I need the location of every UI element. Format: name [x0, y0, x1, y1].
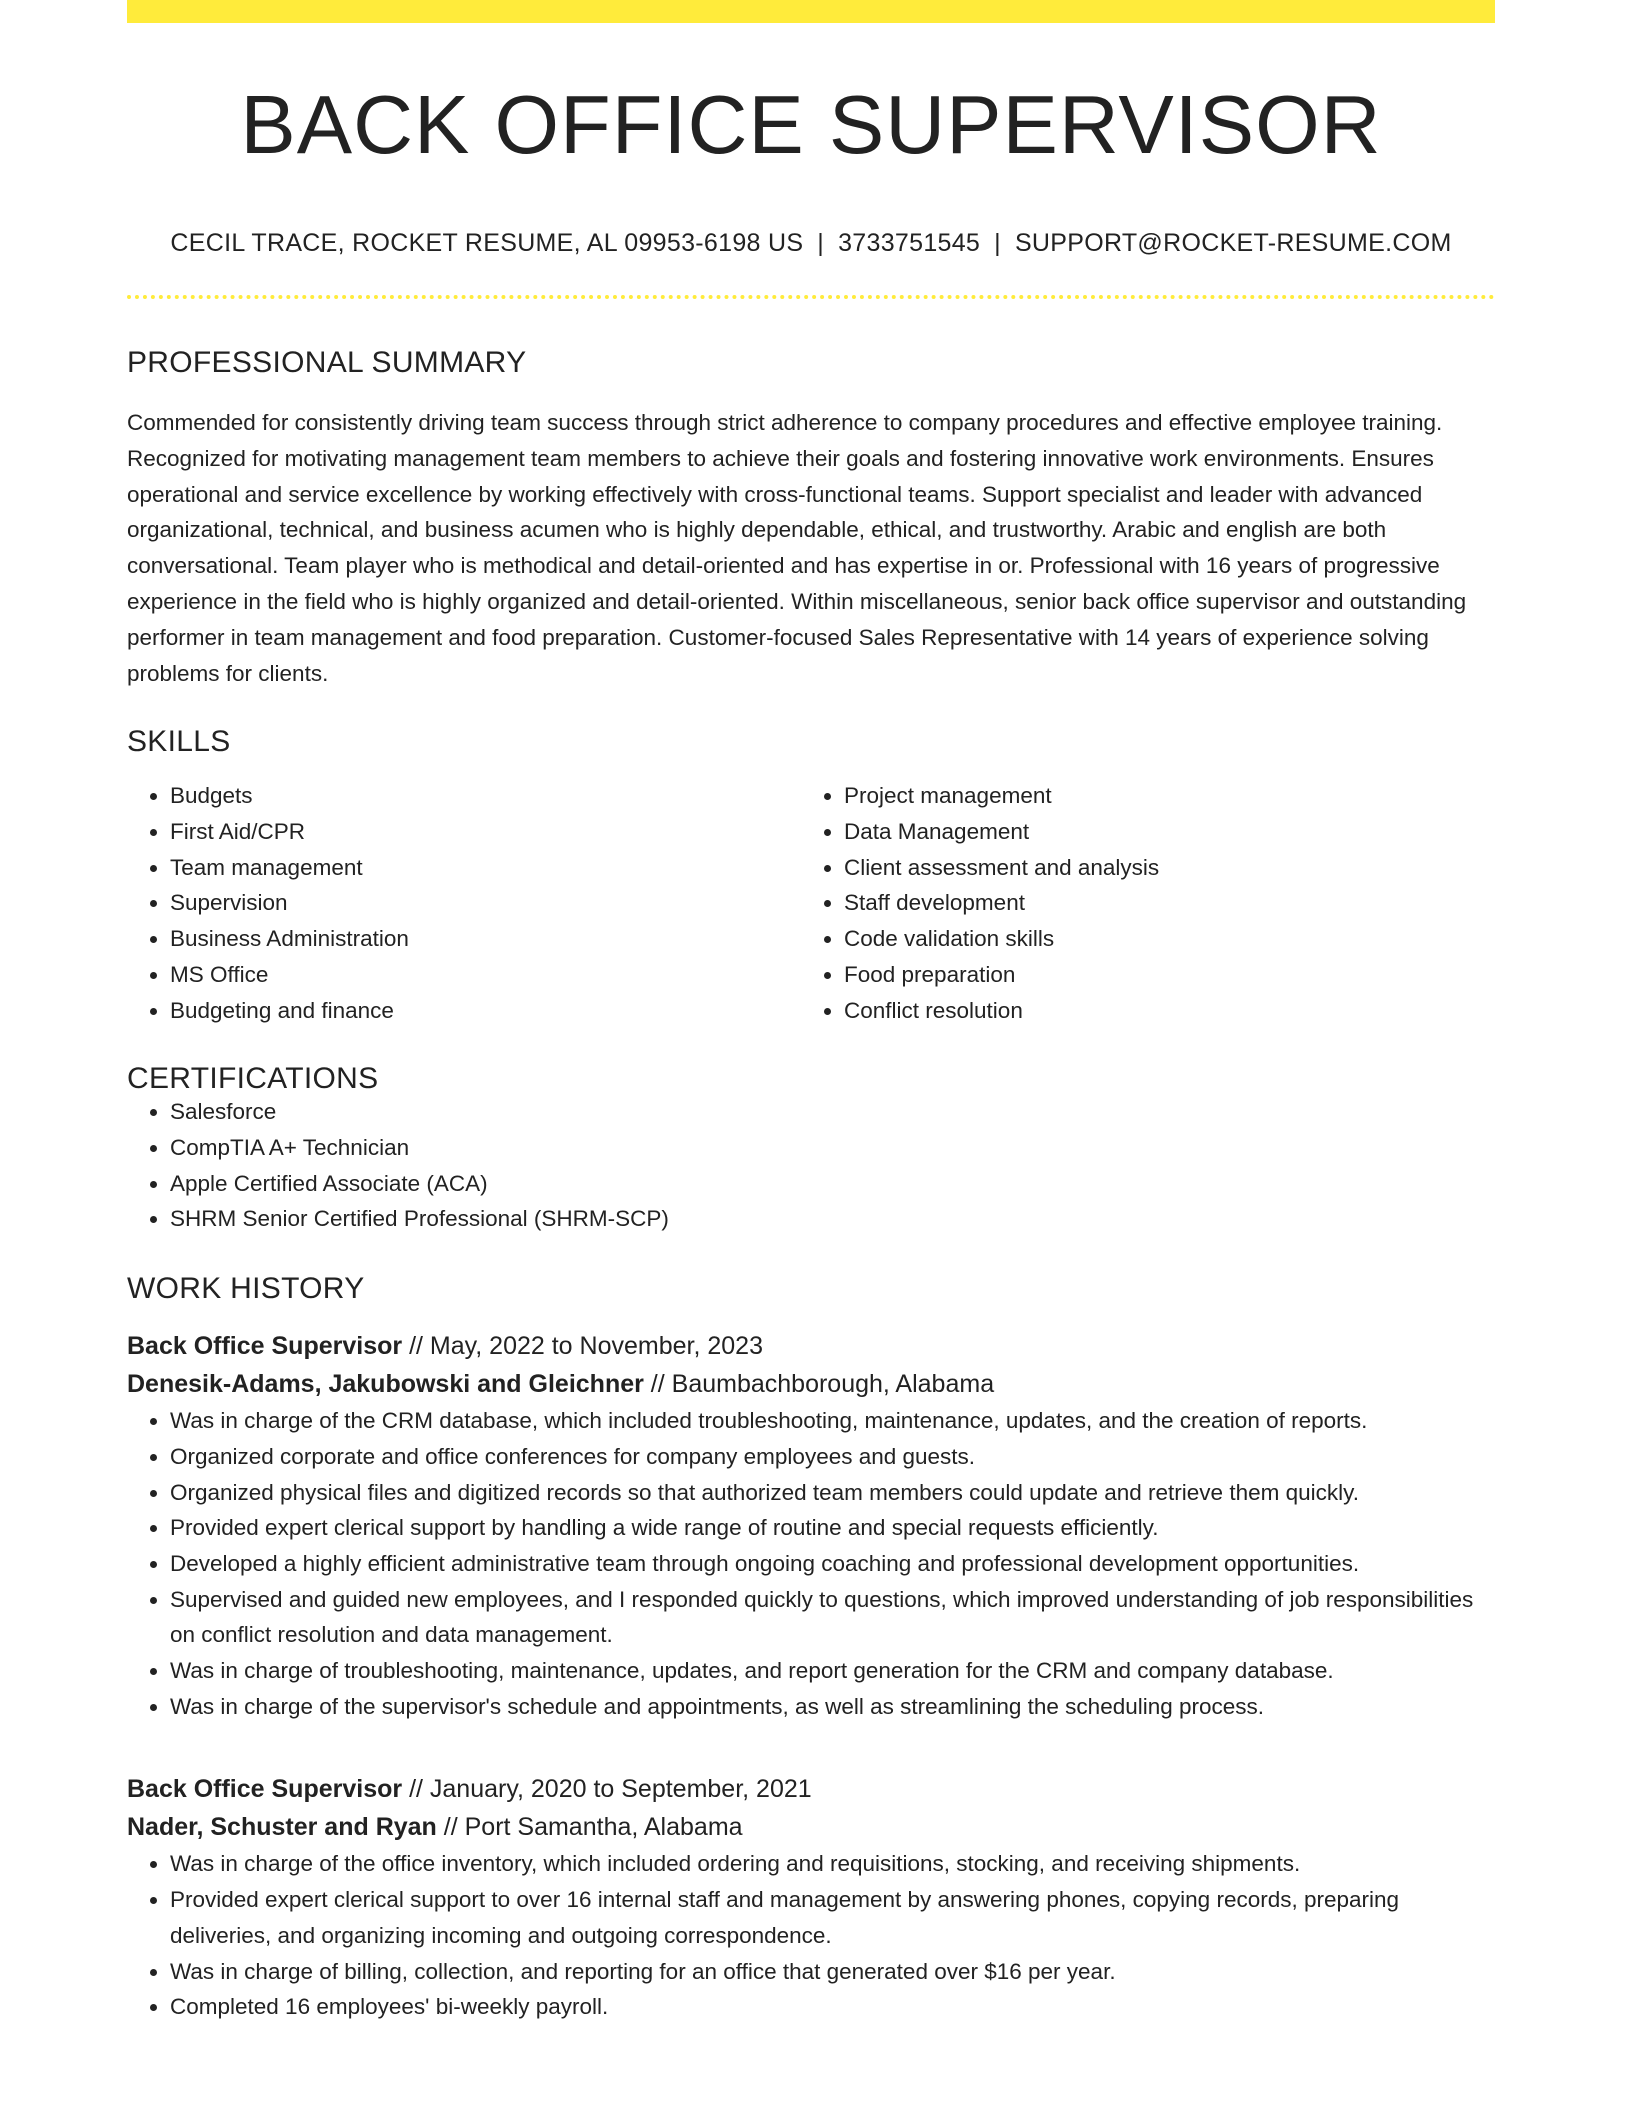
skills-column-left: [127, 778, 801, 1028]
skill-item: • Budgeting and finance: [170, 993, 801, 1029]
job-duty: • Developed a highly efficient administrative team through ongoing coaching and professional development opportunities.: [170, 1546, 1495, 1582]
job-role: Back Office Supervisor: [127, 1775, 403, 1804]
job-duty: • Completed 16 employees' bi-weekly payroll.: [170, 1989, 1495, 2025]
job-duty: • Provided expert clerical support to over 16 internal staff and management by answering phones, copying records, preparing deliveries, and organizing incoming and outgoing correspondence.: [170, 1882, 1495, 1953]
contact-email: SUPPORT@ROCKET-RESUME.COM: [1014, 229, 1452, 257]
skill-item: • Project management: [844, 778, 1475, 814]
job-role: Back Office Supervisor: [127, 1332, 403, 1361]
job-location: // Port Samantha, Alabama: [436, 1812, 743, 1841]
resume-title: BACK OFFICE SUPERVISOR: [240, 78, 1382, 171]
skill-item: • Staff development: [844, 885, 1475, 921]
certifications-heading: CERTIFICATIONS: [127, 1062, 379, 1096]
job-duty: • Supervised and guided new employees, and I responded quickly to questions, which improved understanding of job responsibilities on conflict resolution and data management.: [170, 1582, 1495, 1653]
job-dates: // May, 2022 to November, 2023: [402, 1332, 763, 1361]
contact-line: [127, 231, 1495, 256]
summary-heading: PROFESSIONAL SUMMARY: [127, 346, 527, 379]
job-dates: // January, 2020 to September, 2021: [402, 1775, 812, 1804]
certification-item: • Apple Certified Associate (ACA): [170, 1166, 1495, 1202]
job-company-line: [127, 1809, 1495, 1847]
skill-item: • Data Management: [844, 814, 1475, 850]
work-history-heading: WORK HISTORY: [127, 1272, 365, 1306]
skill-item: • Client assessment and analysis: [844, 850, 1475, 886]
contact-address: CECIL TRACE, ROCKET RESUME, AL 09953-6198 US: [170, 229, 804, 257]
certification-item: • SHRM Senior Certified Professional (SHRM-SCP): [170, 1201, 1495, 1237]
job-duty: • Was in charge of troubleshooting, maintenance, updates, and report generation for the CRM and company database.: [170, 1653, 1495, 1689]
certifications-list: [127, 1094, 1495, 1237]
skills-heading: SKILLS: [127, 725, 231, 759]
job-duties-list: [127, 1846, 1495, 2025]
job-role-line: [127, 1328, 1495, 1366]
skill-item: • First Aid/CPR: [170, 814, 801, 850]
certification-item: • Salesforce: [170, 1094, 1495, 1130]
job-duty: • Provided expert clerical support by handling a wide range of routine and special requests efficiently.: [170, 1510, 1495, 1546]
skill-item: • Food preparation: [844, 957, 1475, 993]
contact-phone: 3733751545: [838, 229, 981, 257]
job-location: // Baumbachborough, Alabama: [643, 1369, 995, 1398]
job-company: Denesik-Adams, Jakubowski and Gleichner: [127, 1369, 644, 1398]
resume-page: [127, 0, 1495, 2025]
skill-item: • Business Administration: [170, 921, 801, 957]
job-company-line: [127, 1366, 1495, 1404]
skills-list-left: [127, 778, 801, 1028]
skill-item: • Conflict resolution: [844, 993, 1475, 1029]
job-entry: [127, 1328, 1495, 1724]
job-entry: [127, 1771, 1495, 2025]
job-duty: • Organized corporate and office conferences for company employees and guests.: [170, 1439, 1495, 1475]
skill-item: • Budgets: [170, 778, 801, 814]
skill-item: • Team management: [170, 850, 801, 886]
skills-columns: [127, 778, 1495, 1028]
contact-separator: |: [994, 229, 1001, 257]
skills-column-right: [801, 778, 1475, 1028]
skill-item: • Supervision: [170, 885, 801, 921]
job-company: Nader, Schuster and Ryan: [127, 1812, 437, 1841]
dotted-divider: [127, 295, 1495, 299]
skill-item: • Code validation skills: [844, 921, 1475, 957]
job-duties-list: [127, 1403, 1495, 1724]
accent-top-bar: [127, 0, 1495, 23]
skills-list-right: [801, 778, 1475, 1028]
contact-separator: |: [817, 229, 825, 257]
job-role-line: [127, 1771, 1495, 1809]
job-duty: • Was in charge of billing, collection, and reporting for an office that generated over $16 per year.: [170, 1954, 1495, 1990]
summary-paragraph: Commended for consistently driving team success through strict adherence to company procedures and effective employee training. Recognized for motivating management team members to achieve their goals and fostering innovative work environments. Ensures operational and service excellence by working effectively with cross-functional teams. Support specialist and leader with advanced organizational, technical, and business acumen who is highly dependable, ethical, and trustworthy. Arabic and english are both conversational. Team player who is methodical and detail-oriented and has expertise in or. Professional with 16 years of progressive experience in the field who is highly organized and detail-oriented. Within miscellaneous, senior back office supervisor and outstanding performer in team management and food preparation. Customer-focused Sales Representative with 14 years of experience solving problems for clients.: [127, 410, 1467, 686]
certification-item: • CompTIA A+ Technician: [170, 1130, 1495, 1166]
job-duty: • Was in charge of the supervisor's schedule and appointments, as well as streamlining the scheduling process.: [170, 1689, 1495, 1725]
skill-item: • MS Office: [170, 957, 801, 993]
job-duty: • Was in charge of the CRM database, which included troubleshooting, maintenance, updates, and the creation of reports.: [170, 1403, 1495, 1439]
job-duty: • Organized physical files and digitized records so that authorized team members could update and retrieve them quickly.: [170, 1475, 1495, 1511]
job-duty: • Was in charge of the office inventory, which included ordering and requisitions, stocking, and receiving shipments.: [170, 1846, 1495, 1882]
